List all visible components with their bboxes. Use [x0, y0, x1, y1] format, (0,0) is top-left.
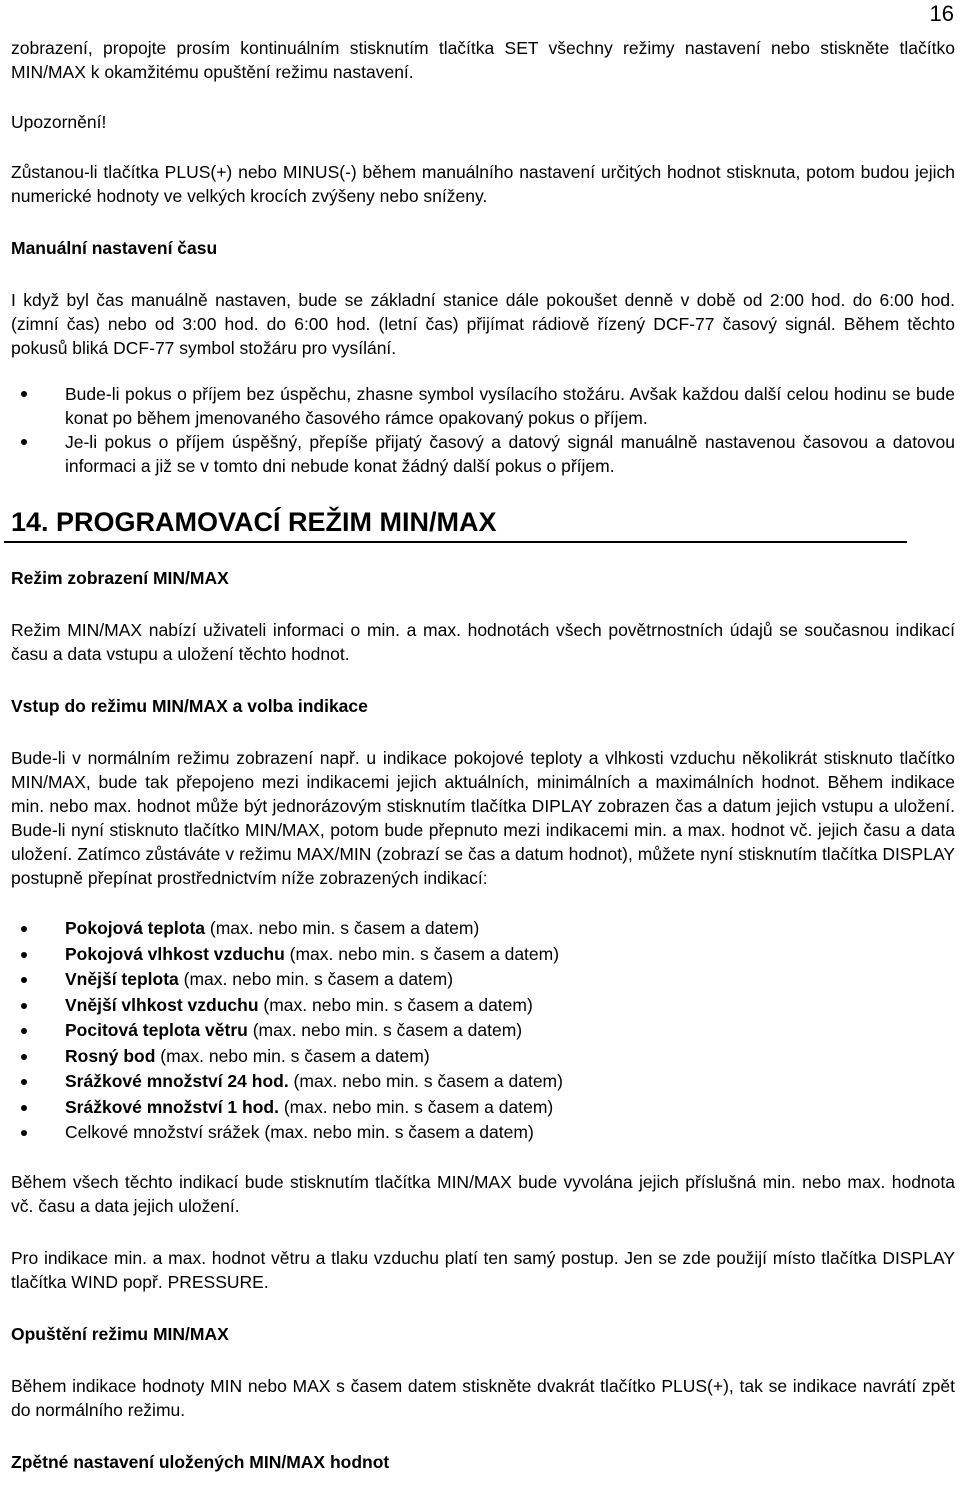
list-item-text: (max. nebo min. s časem a datem) [288, 1071, 563, 1091]
warning-paragraph: Zůstanou-li tlačítka PLUS(+) nebo MINUS(-) během manuálního nastavení určitých hodnot stisknuta, potom budou jejich numerické hodnoty ve velkých krocích zvýšeny nebo sníženy. [11, 162, 955, 206]
list-item [11, 967, 955, 993]
list-item [11, 1120, 955, 1146]
list-item-bold: Pokojová teplota [65, 918, 206, 938]
exit-heading: Opuštění režimu MIN/MAX [11, 1323, 229, 1344]
bullet-icon [21, 1028, 27, 1034]
list-item-text: Celkové množství srážek (max. nebo min. s časem a datem) [65, 1122, 534, 1142]
list-item-bold: Pokojová vlhkost vzduchu [65, 943, 285, 964]
list-item-text: (max. nebo min. s časem a datem) [205, 918, 480, 938]
list-item-bold: Pocitová teplota větru [65, 1020, 248, 1040]
bullet-icon [21, 926, 27, 932]
list-item [11, 1095, 955, 1121]
exit-paragraph: Během indikace hodnoty MIN nebo MAX s časem datem stiskněte dvakrát tlačítko PLUS(+), tak se indikace navrátí zpět do normálního režimu. [11, 1375, 955, 1420]
list-item-bold: Srážkové množství 24 hod. [65, 1071, 289, 1091]
after-list-paragraph: Během všech těchto indikací bude stisknutím tlačítka MIN/MAX bude vyvolána jejich příslušná min. nebo max. hodnota vč. času a data jejich uložení. [11, 1171, 955, 1216]
wind-note-paragraph: Pro indikace min. a max. hodnot větru a tlaku vzduchu platí ten samý postup. Jen se zde použijí místo tlačítka DISPLAY tlačítka WIND popř. PRESSURE. [11, 1247, 955, 1292]
list-item-bold: Vnější teplota [65, 969, 179, 989]
list-item-text: (max. nebo min. s časem a datem) [178, 969, 454, 989]
bullet-icon [21, 391, 27, 397]
manual-time-bullet-list [11, 382, 955, 478]
bullet-icon [21, 439, 27, 445]
bullet-icon [21, 1105, 27, 1111]
bullet-icon [21, 1054, 27, 1060]
list-item [11, 916, 955, 942]
list-item [11, 382, 955, 430]
list-item-bold: Rosný bod [65, 1045, 156, 1066]
list-item-text: (max. nebo min. s časem a datem) [284, 943, 560, 964]
bullet-icon [21, 977, 27, 983]
manual-time-paragraph: I když byl čas manuálně nastaven, bude se základní stanice dále pokoušet denně v době od 2:00 hod. do 6:00 hod. (zimní čas) nebo od 3:00 hod. do 6:00 hod. (letní čas) přijímat rádiově řízený DCF-77 časový signál. Během těchto pokusů bliká DCF-77 symbol stožáru pro vysílání. [11, 290, 955, 358]
list-item [11, 1044, 955, 1070]
bullet-icon [21, 1079, 27, 1085]
list-item-text: (max. nebo min. s časem a datem) [155, 1045, 430, 1066]
chapter-underline [4, 541, 907, 543]
manual-time-heading: Manuální nastavení času [11, 238, 218, 258]
page-content [11, 36, 955, 1474]
list-item [11, 1069, 955, 1095]
list-item-bold: Srážkové množství 1 hod. [65, 1096, 279, 1117]
entry-paragraph: Bude-li v normálním režimu zobrazení např. u indikace pokojové teploty a vlhkosti vzduchu několikrát stisknuto tlačítko MIN/MAX, bude tak přepojeno mezi indikacemi jejich aktuálních, minimálních a maximálních hodnot. Během indikace min. nebo max. hodnot může být jednorázovým stisknutím tlačítka DIPLAY zobrazen čas a datum jejich vstupu a uložení. Bude-li nyní stisknuto tlačítko MIN/MAX, potom bude přepnuto mezi indikacemi min. a max. hodnot vč. jejich času a data uložení. Zatímco zůstáváte v režimu MAX/MIN (zobrazí se čas a datum hodnot), můžete nyní stisknutím tlačítka DISPLAY postupně přepínat prostřednictvím níže zobrazených indikací: [11, 748, 955, 888]
bullet-icon [21, 1003, 27, 1009]
list-item-text: (max. nebo min. s časem a datem) [247, 1020, 523, 1040]
page-number: 16 [929, 1, 954, 26]
list-item-text: Bude-li pokus o příjem bez úspěchu, zhasne symbol vysílacího stožáru. Avšak každou další celou hodinu se bude konat po během jmenovaného časového rámce opakovaný pokus o příjem. [65, 384, 955, 428]
chapter-title [11, 505, 955, 543]
display-mode-heading: Režim zobrazení MIN/MAX [11, 568, 229, 588]
entry-heading: Vstup do režimu MIN/MAX a volba indikace [11, 696, 368, 716]
list-item-text: (max. nebo min. s časem a datem) [278, 1096, 554, 1117]
chapter-title-text: 14. PROGRAMOVACÍ REŽIM MIN/MAX [11, 507, 497, 537]
list-item-text: Je-li pokus o příjem úspěšný, přepíše přijatý časový a datový signál manuálně nastavenou časovou a datovou informaci a již se v tomto dni nebude konat žádný další pokus o příjem. [65, 432, 955, 476]
list-item [11, 942, 955, 968]
list-item [11, 1018, 955, 1044]
list-item [11, 993, 955, 1019]
intro-paragraph: zobrazení, propojte prosím kontinuálním stisknutím tlačítka SET všechny režimy nastavení nebo stiskněte tlačítko MIN/MAX k okamžitému opuštění režimu nastavení. [11, 38, 955, 82]
list-item [11, 430, 955, 478]
warning-heading: Upozornění! [11, 112, 107, 132]
list-item-bold: Vnější vlhkost vzduchu [65, 994, 259, 1015]
list-item-text: (max. nebo min. s časem a datem) [258, 994, 533, 1015]
indication-list [11, 916, 955, 1146]
display-mode-paragraph: Režim MIN/MAX nabízí uživateli informaci o min. a max. hodnotách všech povětrnostních údajů se současnou indikací času a data vstupu a uložení těchto hodnot. [11, 620, 955, 664]
bullet-icon [21, 952, 27, 958]
reset-heading: Zpětné nastavení uložených MIN/MAX hodnot [11, 1451, 390, 1472]
bullet-icon [21, 1130, 27, 1136]
